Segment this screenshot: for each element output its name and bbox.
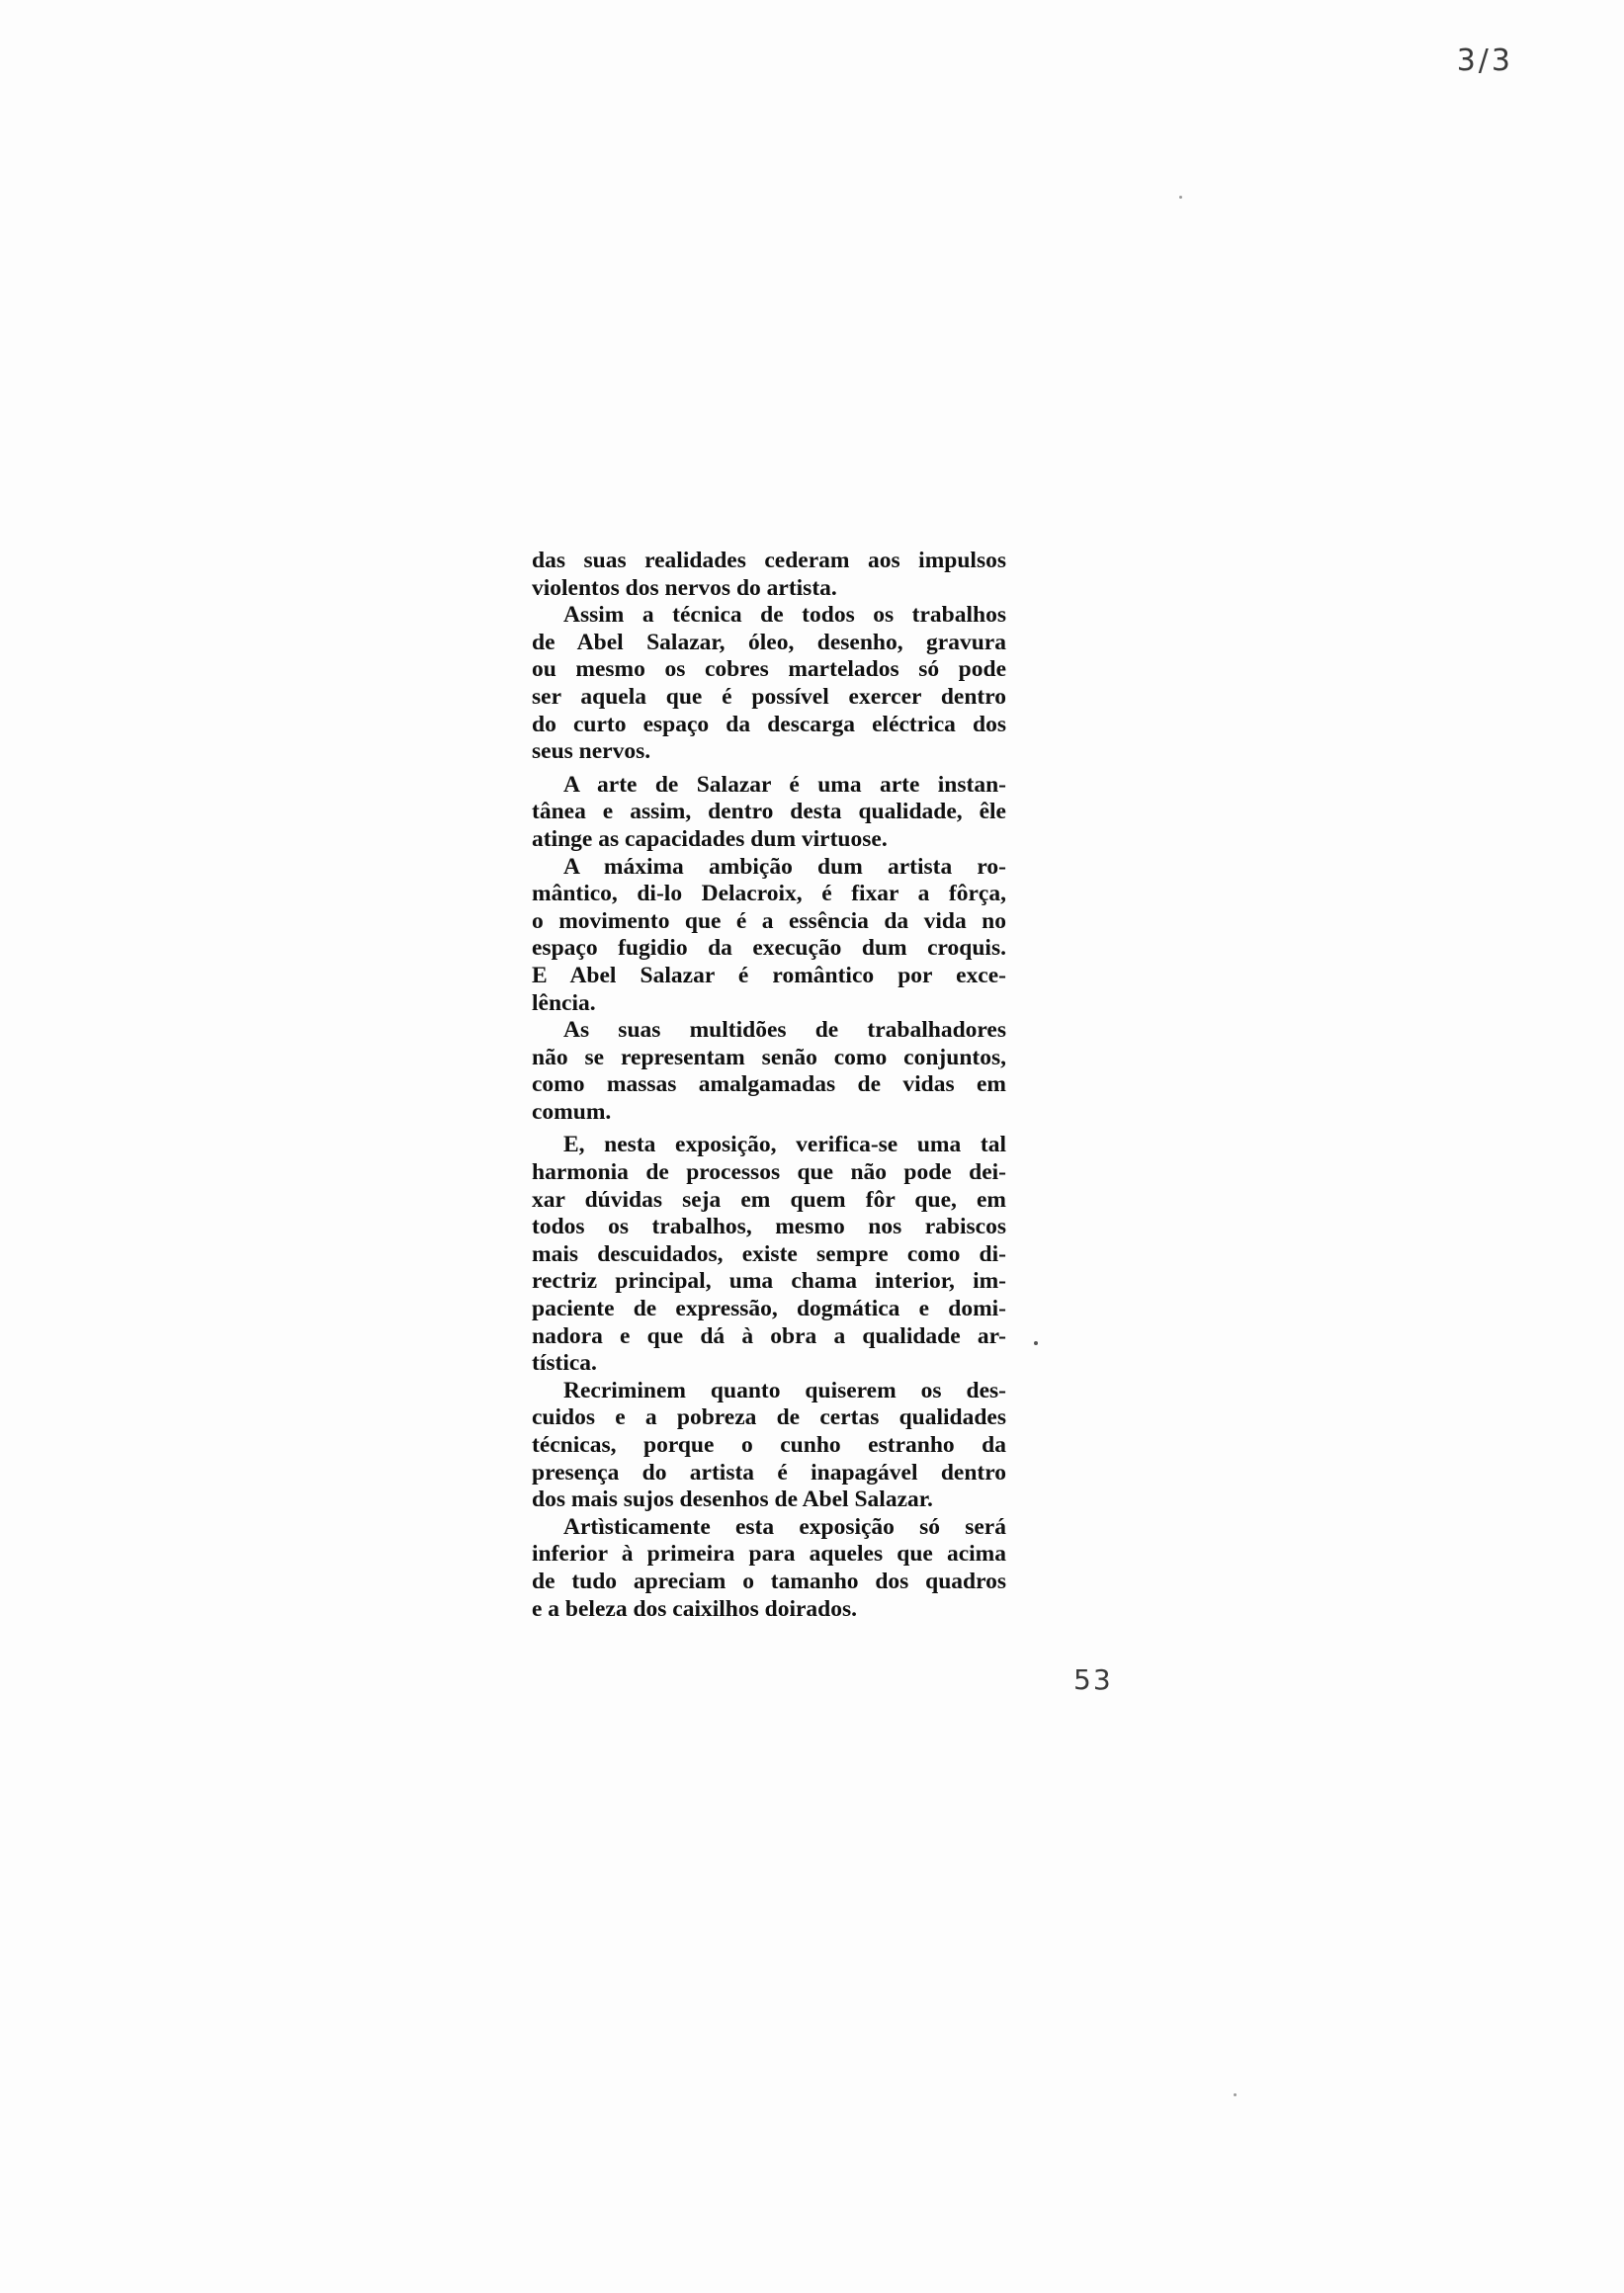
text-line: Recriminem quanto quiserem os des- <box>563 1377 1006 1403</box>
text-line: de tudo apreciam o tamanho dos quadros <box>532 1568 1006 1594</box>
page-number: 53 <box>1073 1663 1113 1696</box>
text-line: do curto espaço da descarga eléctrica dos <box>532 711 1006 737</box>
page-counter: 3/3 <box>1456 43 1513 78</box>
text-line: ou mesmo os cobres martelados só pode <box>532 656 1006 683</box>
text-line: rectriz principal, uma chama interior, im- <box>532 1268 1006 1295</box>
text-line: seus nervos. <box>532 738 651 765</box>
newspaper-clipping <box>532 548 1006 1704</box>
text-line: harmonia de processos que não pode dei- <box>532 1159 1006 1186</box>
text-line: das suas realidades cederam aos impulsos <box>532 548 1006 573</box>
text-line: de Abel Salazar, óleo, desenho, gravura <box>532 629 1006 655</box>
paragraph <box>532 548 1006 602</box>
text-line: Artìsticamente esta exposição só será <box>563 1513 1006 1540</box>
paragraph <box>532 602 1006 766</box>
text-line: xar dúvidas seja em quem fôr que, em <box>532 1186 1006 1213</box>
text-line: como massas amalgamadas de vidas em <box>532 1071 1006 1098</box>
text-line: mais descuidados, existe sempre como di- <box>532 1240 1006 1267</box>
paragraph <box>532 772 1006 854</box>
text-line: paciente de expressão, dogmática e domi- <box>532 1296 1006 1322</box>
text-line: tística. <box>532 1350 597 1377</box>
text-line: atinge as capacidades dum virtuose. <box>532 825 888 852</box>
text-line: Assim a técnica de todos os trabalhos <box>563 602 1006 629</box>
text-line: E, nesta exposição, verifica-se uma tal <box>563 1132 1006 1158</box>
scan-speck <box>1179 196 1182 199</box>
scan-speck <box>1034 1341 1038 1345</box>
paragraph <box>532 854 1006 1018</box>
scan-speck <box>1234 2093 1237 2096</box>
text-line: tânea e assim, dentro desta qualidade, êle <box>532 799 1006 825</box>
text-line: A máxima ambição dum artista ro- <box>563 853 1006 880</box>
text-line: o movimento que é a essência da vida no <box>532 907 1006 934</box>
text-line: presença do artista é inapagável dentro <box>532 1459 1006 1486</box>
text-line: ser aquela que é possível exercer dentro <box>532 683 1006 710</box>
text-line: e a beleza dos caixilhos doirados. <box>532 1595 858 1622</box>
paragraph <box>532 1378 1006 1514</box>
text-line: mântico, di-lo Delacroix, é fixar a fôrça, <box>532 881 1006 907</box>
text-line: espaço fugidio da execução dum croquis. <box>532 935 1006 962</box>
text-line: lência. <box>532 989 596 1016</box>
text-line: comum. <box>532 1098 612 1125</box>
text-line: E Abel Salazar é romântico por exce- <box>532 962 1006 988</box>
text-line: nadora e que dá à obra a qualidade ar- <box>532 1322 1006 1349</box>
paragraph <box>532 1017 1006 1126</box>
text-line: técnicas, porque o cunho estranho da <box>532 1432 1006 1458</box>
paragraph <box>532 1514 1006 1623</box>
text-line: violentos dos nervos do artista. <box>532 574 837 601</box>
text-line: inferior à primeira para aqueles que acima <box>532 1541 1006 1568</box>
text-line: não se representam senão como conjuntos, <box>532 1044 1006 1070</box>
text-line: cuidos e a pobreza de certas qualidades <box>532 1404 1006 1431</box>
paragraph <box>532 1132 1006 1377</box>
text-line: A arte de Salazar é uma arte instan- <box>563 771 1006 798</box>
text-line: dos mais sujos desenhos de Abel Salazar. <box>532 1486 933 1513</box>
text-line: todos os trabalhos, mesmo nos rabiscos <box>532 1214 1006 1240</box>
text-line: As suas multidões de trabalhadores <box>563 1017 1006 1044</box>
